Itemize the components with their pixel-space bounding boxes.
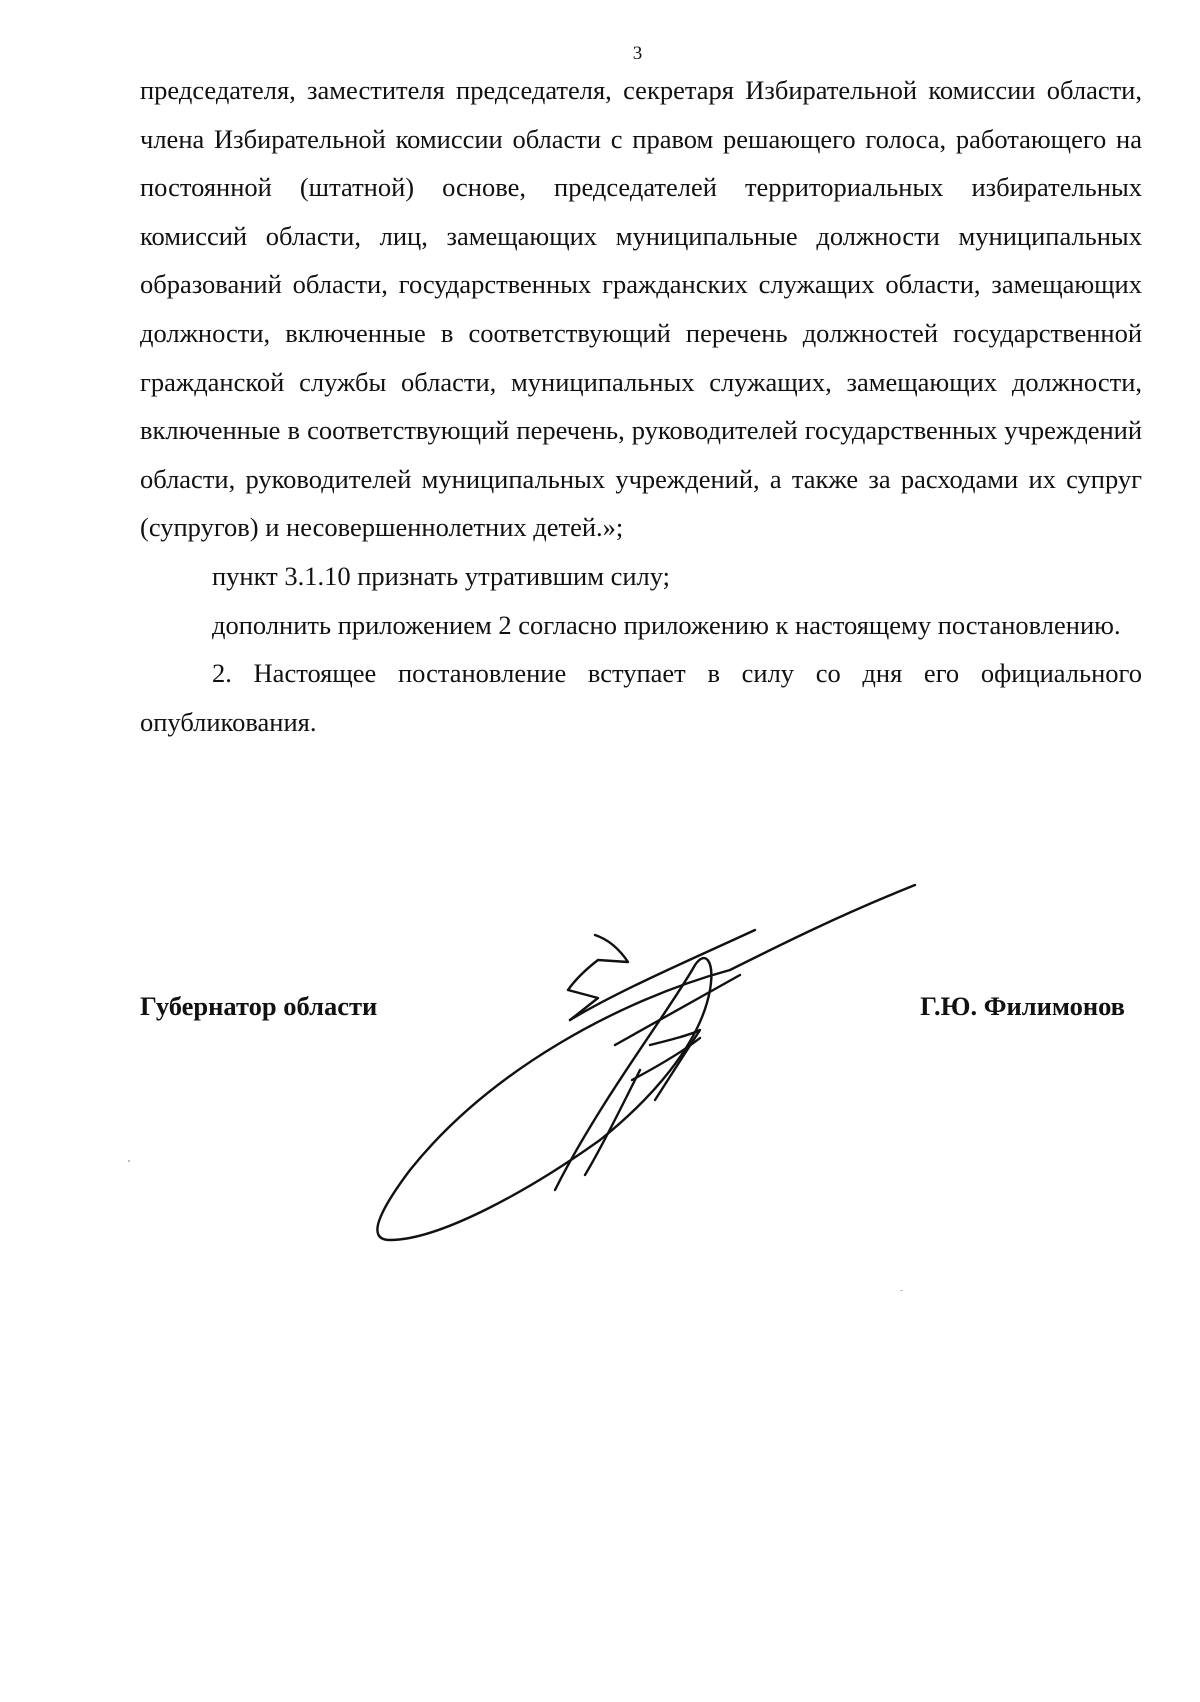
page-number: 3 bbox=[632, 43, 643, 64]
scan-artifact bbox=[128, 1160, 130, 1162]
paragraph-supplement: дополнить приложением 2 согласно приложению к настоящему постановлению. bbox=[212, 609, 1121, 640]
paragraph-item-3-1-10: пункт 3.1.10 признать утратившим силу; bbox=[212, 560, 671, 591]
handwritten-signature bbox=[370, 870, 930, 1270]
signatory-name: Г.Ю. Филимонов bbox=[920, 991, 1125, 1021]
signatory-title: Губернатор области bbox=[140, 991, 378, 1021]
signature-block bbox=[140, 990, 1125, 1030]
paragraph-continuation: председателя, заместителя председателя, секретаря Избирательной комиссии области, члена Избирательной комиссии области с правом решающего голоса, работающего на постоянной (штатной) основе, председателей территориальных избирательных комиссий области, лиц, замещающих муниципальные должности муниципальных образований области, государственных гражданских служащих области, замещающих должности, включенные в соответствующий перечень должностей государственной гражданской службы области, муниципальных служащих, замещающих должности, включенные в соответствующий перечень, руководителей государственных учреждений области, руководителей муниципальных учреждений, а также за расходами их супруг (супругов) и несовершеннолетних детей.»; bbox=[140, 75, 1142, 543]
document-body bbox=[140, 66, 1142, 746]
scan-artifact bbox=[900, 1290, 903, 1291]
paragraph-effective-date: 2. Настоящее постановление вступает в силу со дня его официального опубликования. bbox=[140, 658, 1142, 737]
